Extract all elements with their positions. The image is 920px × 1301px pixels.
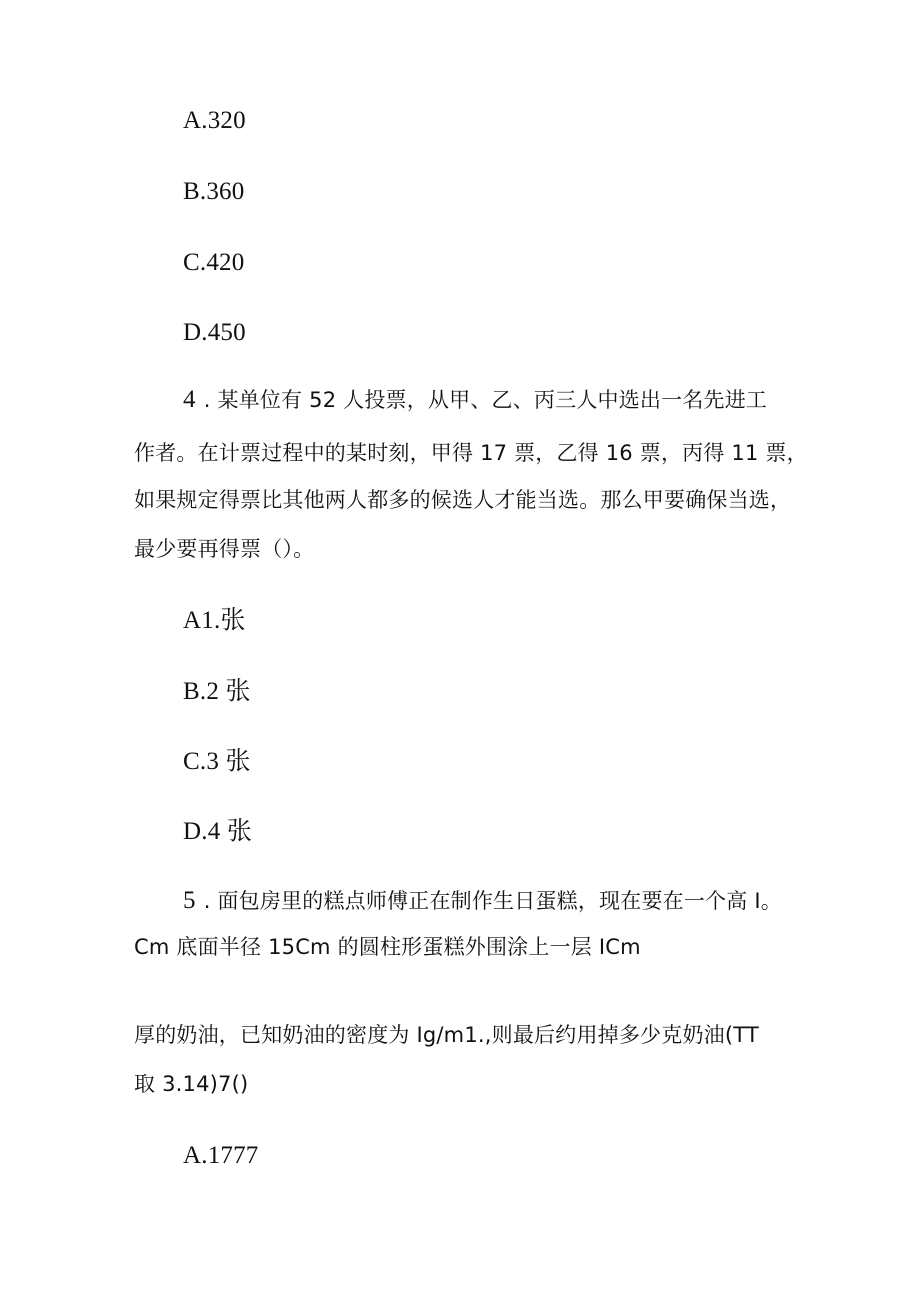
question-4-line-2: 作者。在计票过程中的某时刻，甲得 17 票，乙得 16 票，丙得 11 票， [134, 441, 808, 465]
option-c: C.420 [183, 249, 245, 276]
question-text: . 某单位有 52 人投票，从甲、乙、丙三人中选出一名先进工 [203, 388, 768, 412]
question-4-line-1 [183, 385, 767, 415]
option-c: C.3 张 [183, 748, 251, 775]
question-4-line-4: 最少要再得票（）。 [134, 537, 315, 561]
question-5-line-1 [183, 886, 782, 916]
option-a: A.320 [183, 107, 246, 134]
question-text: . 面包房里的糕点师傅正在制作生日蛋糕，现在要在一个高 I。 [203, 889, 782, 913]
option-a: A.1777 [183, 1142, 259, 1169]
option-a: A1.张 [183, 607, 246, 634]
option-d: D.450 [183, 319, 246, 346]
question-number: 4 [183, 386, 196, 413]
question-number: 5 [183, 887, 196, 914]
question-4-line-3: 如果规定得票比其他两人都多的候选人才能当选。那么甲要确保当选， [134, 488, 792, 512]
option-b: B.360 [183, 178, 245, 205]
question-5-line-2: Cm 底面半径 15Cm 的圆柱形蛋糕外围涂上一层 ICm [134, 935, 641, 959]
question-5-line-3: 厚的奶油，已知奶油的密度为 Ig/m1.,则最后约用掉多少克奶油(TT [134, 1023, 759, 1047]
option-d: D.4 张 [183, 818, 253, 845]
question-5-line-4: 取 3.14)7() [134, 1072, 249, 1096]
option-b: B.2 张 [183, 678, 251, 705]
